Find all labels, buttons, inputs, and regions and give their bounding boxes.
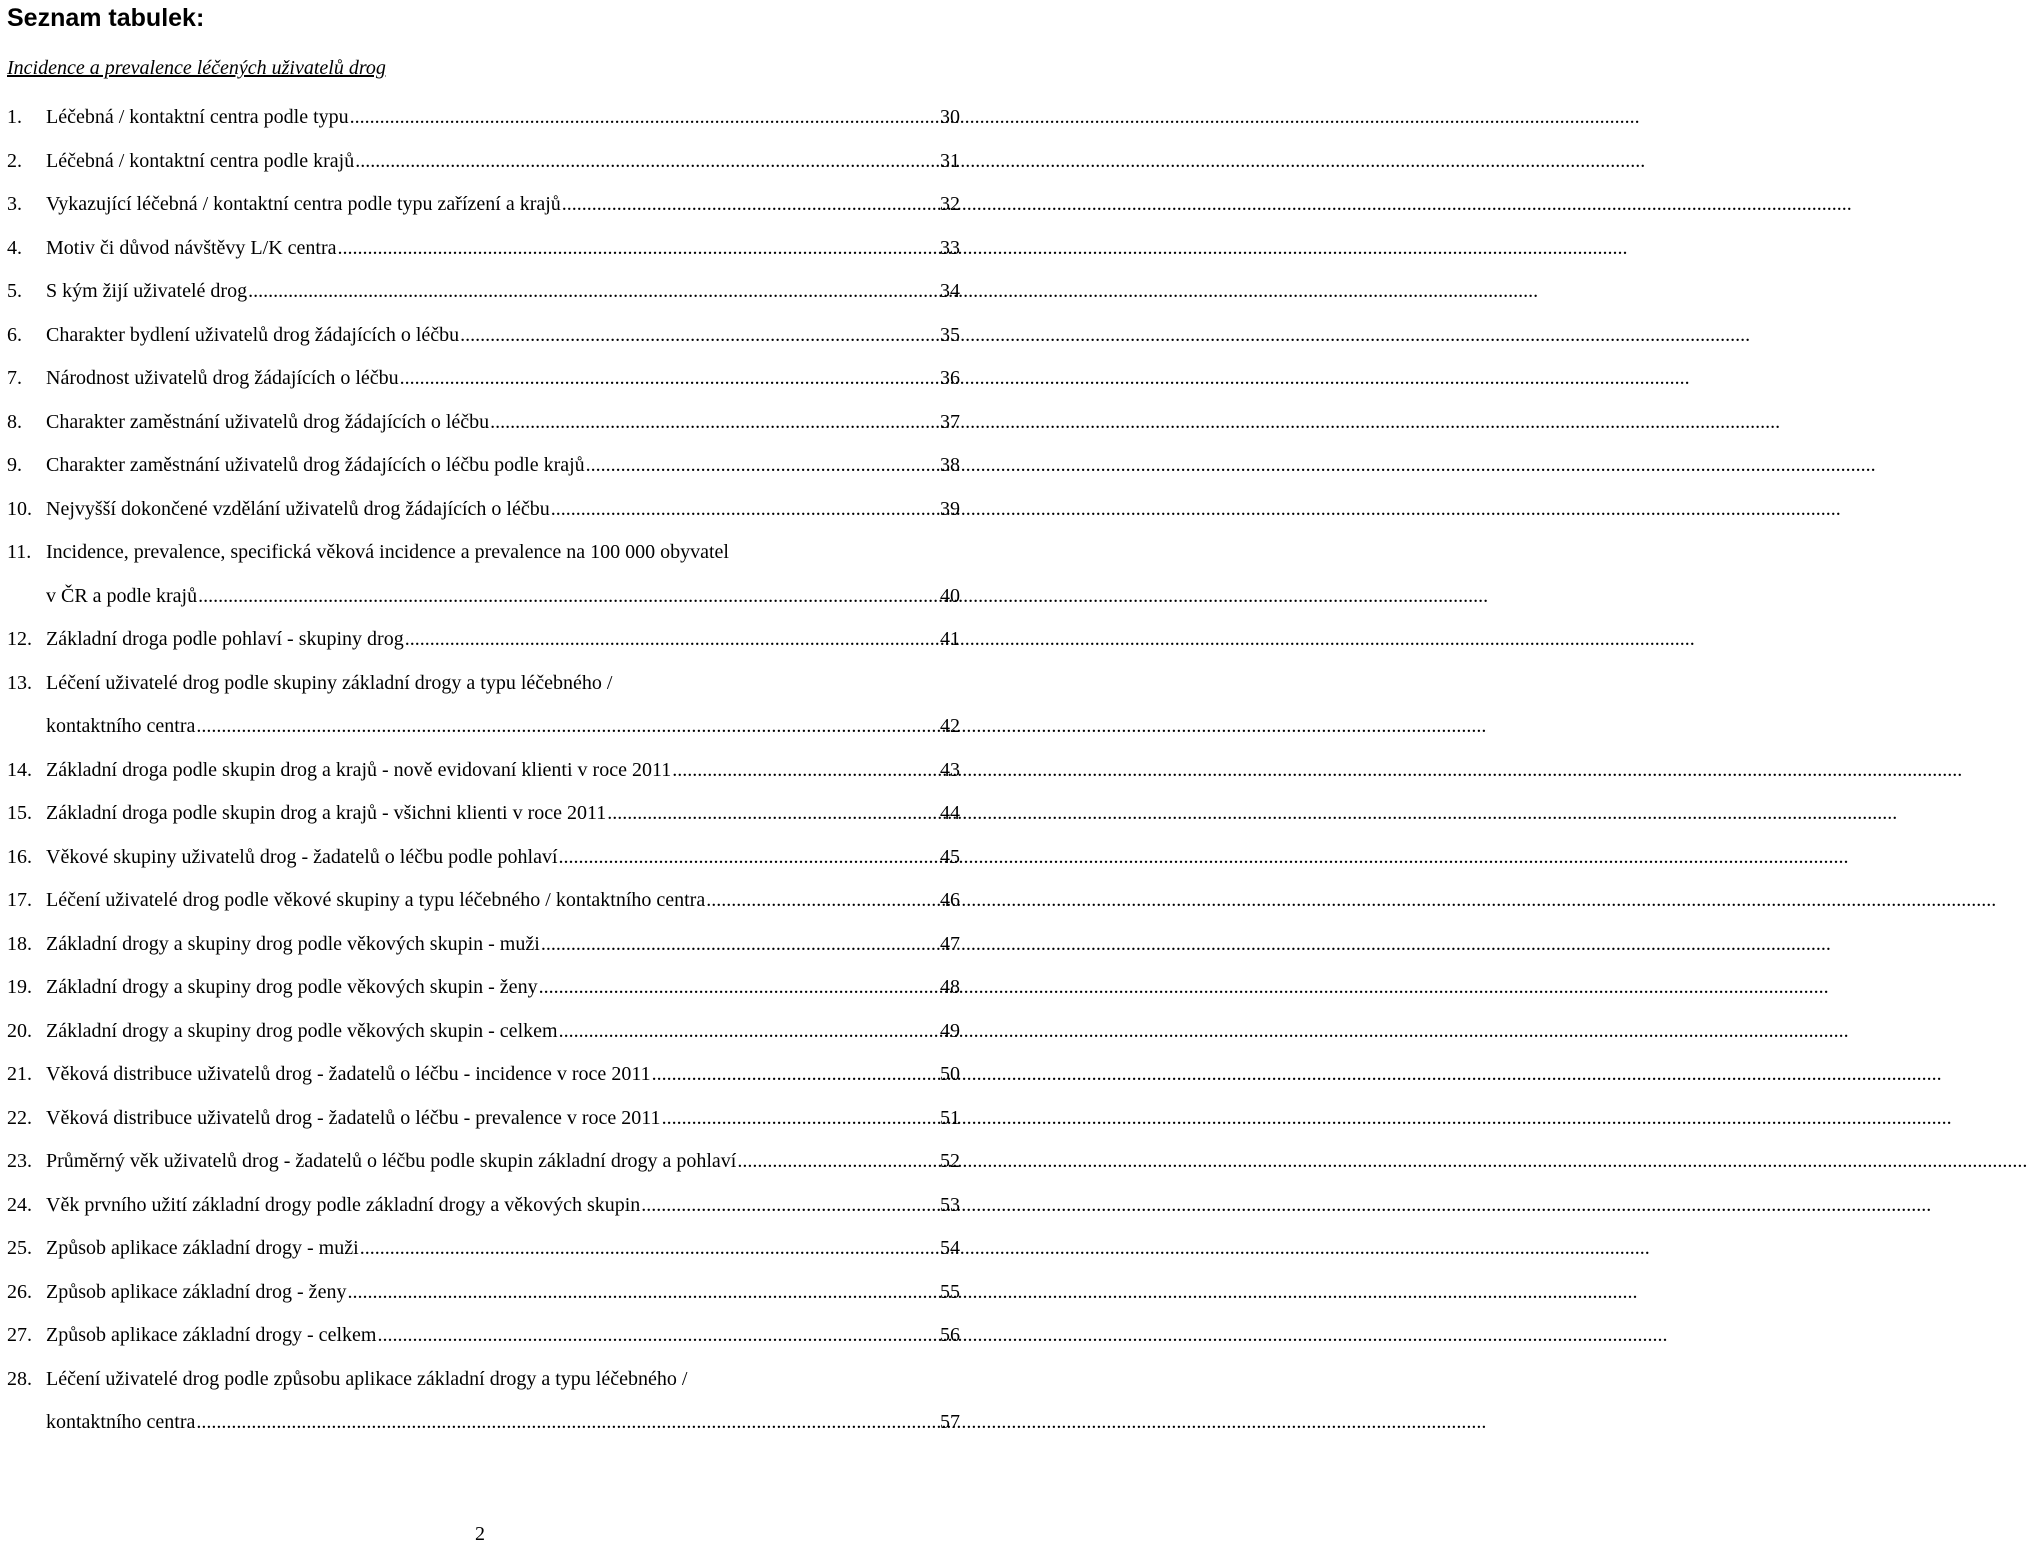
toc-entry-title: Léčebná / kontaktní centra podle typu [46, 106, 349, 128]
toc-entry-number: 28. [7, 1367, 32, 1390]
dot-leader [350, 96, 936, 140]
toc-page-number: 53 [940, 1193, 960, 1216]
toc-page-number: 49 [940, 1019, 960, 1042]
toc-entry-body [46, 1401, 960, 1445]
dot-leader [347, 1271, 936, 1315]
dot-leader [562, 183, 936, 227]
toc-entry[interactable] [7, 183, 960, 227]
toc-page-number: 57 [940, 1411, 960, 1433]
toc-entry-title: v ČR a podle krajů [46, 584, 198, 607]
toc-entry[interactable] [7, 1053, 960, 1097]
toc-entry-body [46, 1184, 960, 1228]
toc-entry-title: Průměrný věk uživatelů drog - žadatelů o léčbu podle skupin základní drogy a pohlaví [46, 1150, 737, 1172]
toc-entry-body [46, 314, 960, 358]
toc-entry-title: Motiv či důvod návštěvy L/K centra [46, 236, 337, 259]
toc-entry[interactable] [7, 749, 960, 793]
toc-entry-number: 18. [7, 932, 32, 955]
dot-leader [400, 357, 936, 401]
toc-entry-continuation[interactable] [7, 575, 960, 619]
toc-entry[interactable] [7, 140, 960, 184]
toc-page-number: 39 [940, 497, 960, 520]
toc-entry-continuation[interactable] [7, 1401, 960, 1445]
toc-entry-title: Způsob aplikace základní drogy - muži [46, 1237, 359, 1259]
toc-entry-title: Léčebná / kontaktní centra podle krajů [46, 149, 355, 172]
toc-entry-body [46, 749, 960, 793]
toc-entry-number: 22. [7, 1106, 32, 1129]
toc-entry-title: Způsob aplikace základní drog - ženy [46, 1280, 347, 1303]
toc-entry-title: Charakter zaměstnání uživatelů drog žádajících o léčbu [46, 410, 490, 433]
toc-entry-body [46, 879, 960, 923]
toc-page-number: 35 [940, 323, 960, 346]
toc-entry-title: Základní drogy a skupiny drog podle věkových skupin - ženy [46, 976, 538, 998]
toc-page-number: 44 [940, 802, 960, 824]
toc-entry-title: Základní droga podle pohlaví - skupiny drog [46, 628, 404, 650]
dot-leader [196, 1401, 936, 1445]
toc-entry[interactable] [7, 1271, 960, 1315]
dot-leader [405, 618, 936, 662]
toc-entry-title: Charakter zaměstnání uživatelů drog žádajících o léčbu podle krajů [46, 454, 585, 476]
toc-entry[interactable] [7, 1097, 960, 1141]
dot-leader [355, 140, 936, 184]
toc-entry[interactable] [7, 1184, 960, 1228]
toc-entry-body [46, 1097, 960, 1141]
dot-leader [377, 1314, 936, 1358]
toc-entry-number: 16. [7, 845, 32, 868]
toc-page-number: 34 [940, 280, 960, 302]
toc-entry-title: Základní droga podle skupin drog a krajů - nově evidovaní klienti v roce 2011 [46, 758, 672, 781]
toc-entry-title: Léčení uživatelé drog podle věkové skupiny a typu léčebného / kontaktního centra [46, 889, 706, 911]
toc-page-number: 33 [940, 236, 960, 259]
toc-entry-body [46, 444, 960, 488]
toc-page-number: 43 [940, 758, 960, 781]
toc-entry-body [46, 792, 960, 836]
toc-entry[interactable] [7, 227, 960, 271]
toc-page-number: 40 [940, 584, 960, 607]
toc-entry[interactable] [7, 966, 960, 1010]
toc-page-number: 42 [940, 715, 960, 737]
toc-entry-number: 25. [7, 1237, 32, 1259]
toc-entry[interactable] [7, 1140, 960, 1184]
toc-entry-title: Věková distribuce uživatelů drog - žadatelů o léčbu - prevalence v roce 2011 [46, 1106, 661, 1129]
toc-entry-body [46, 1010, 960, 1054]
toc-entry-number: 10. [7, 497, 32, 520]
toc-entry-number: 14. [7, 758, 32, 781]
toc-entry-body [46, 531, 960, 575]
toc-entry-continuation[interactable] [7, 705, 960, 749]
toc-entry[interactable] [7, 444, 960, 488]
toc-page-number: 38 [940, 454, 960, 476]
page-title: Seznam tabulek: [7, 4, 205, 32]
toc-entry[interactable] [7, 618, 960, 662]
page-number: 2 [475, 1523, 485, 1545]
toc-entry-number: 6. [7, 323, 22, 346]
toc-entry[interactable] [7, 531, 960, 575]
toc-entry-body [46, 227, 960, 271]
toc-page-number: 55 [940, 1280, 960, 1303]
toc-page-number: 52 [940, 1150, 960, 1172]
toc-page-number: 45 [940, 845, 960, 868]
toc-entry-body [46, 1314, 960, 1358]
toc-entry-body [46, 270, 960, 314]
toc-entry-body [46, 183, 960, 227]
toc-page-number: 31 [940, 149, 960, 172]
dot-leader [706, 879, 936, 923]
toc-entry-number: 15. [7, 802, 32, 824]
toc-entry-body [46, 1140, 960, 1184]
toc-entry-number: 19. [7, 976, 32, 998]
toc-entry-body [46, 1053, 960, 1097]
toc-entry-number: 17. [7, 889, 32, 911]
toc-entry-number: 5. [7, 280, 22, 302]
toc-entry-number: 9. [7, 454, 22, 476]
dot-leader [652, 1053, 936, 1097]
toc-entry-title: Národnost uživatelů drog žádajících o léčbu [46, 367, 399, 389]
toc-entry-title: Věk prvního užití základní drogy podle základní drogy a věkových skupin [46, 1193, 641, 1216]
toc-entry-number: 8. [7, 410, 22, 433]
document-page [0, 0, 960, 1547]
toc-entry-title: Vykazující léčebná / kontaktní centra podle typu zařízení a krajů [46, 193, 561, 215]
toc-entry-title: Způsob aplikace základní drogy - celkem [46, 1324, 377, 1346]
dot-leader [198, 575, 936, 619]
toc-entry-number: 1. [7, 106, 22, 128]
toc-entry-title: Léčení uživatelé drog podle způsobu aplikace základní drogy a typu léčebného / [46, 1367, 688, 1390]
toc-entry-body [46, 1271, 960, 1315]
toc-entry[interactable] [7, 1227, 960, 1271]
toc-entry[interactable] [7, 1358, 960, 1402]
toc-entry-number: 2. [7, 149, 22, 172]
toc-page-number: 36 [940, 367, 960, 389]
toc-entry-number: 26. [7, 1280, 32, 1303]
toc-entry-number: 7. [7, 367, 22, 389]
dot-leader [490, 401, 936, 445]
toc-entry-body [46, 923, 960, 967]
toc-entry-body [46, 575, 960, 619]
toc-entry-title: Věkové skupiny uživatelů drog - žadatelů o léčbu podle pohlaví [46, 845, 558, 868]
toc-entry-number: 4. [7, 236, 22, 259]
toc-entry[interactable] [7, 792, 960, 836]
table-of-contents [7, 96, 960, 1445]
toc-entry-title: Nejvyšší dokončené vzdělání uživatelů drog žádajících o léčbu [46, 497, 550, 520]
toc-entry[interactable] [7, 488, 960, 532]
dot-leader [248, 270, 936, 314]
toc-entry-title: kontaktního centra [46, 1411, 196, 1433]
toc-entry[interactable] [7, 357, 960, 401]
toc-entry-number: 20. [7, 1019, 32, 1042]
toc-entry-title: Základní droga podle skupin drog a krajů - všichni klienti v roce 2011 [46, 802, 607, 824]
toc-page-number: 47 [940, 932, 960, 955]
toc-entry-title: Základní drogy a skupiny drog podle věkových skupin - celkem [46, 1019, 558, 1042]
dot-leader [559, 1010, 936, 1054]
toc-entry-body [46, 618, 960, 662]
toc-page-number: 51 [940, 1106, 960, 1129]
dot-leader [641, 1184, 936, 1228]
toc-entry-number: 13. [7, 671, 32, 694]
toc-entry-title: Základní drogy a skupiny drog podle věkových skupin - muži [46, 932, 540, 955]
toc-entry[interactable] [7, 314, 960, 358]
toc-entry[interactable] [7, 879, 960, 923]
toc-entry[interactable] [7, 923, 960, 967]
dot-leader [607, 792, 936, 836]
toc-page-number: 41 [940, 628, 960, 650]
toc-entry[interactable] [7, 270, 960, 314]
toc-entry[interactable] [7, 662, 960, 706]
dot-leader [196, 705, 936, 749]
toc-page-number: 37 [940, 410, 960, 433]
toc-entry-title: kontaktního centra [46, 715, 196, 737]
dot-leader [662, 1097, 936, 1141]
toc-entry-number: 23. [7, 1150, 32, 1172]
toc-entry-body [46, 1227, 960, 1271]
toc-entry[interactable] [7, 1314, 960, 1358]
dot-leader [586, 444, 936, 488]
toc-page-number: 30 [940, 106, 960, 128]
dot-leader [541, 923, 936, 967]
toc-entry-number: 3. [7, 193, 22, 215]
toc-entry-title: Incidence, prevalence, specifická věková incidence a prevalence na 100 000 obyvatel [46, 541, 729, 563]
toc-entry-title: Charakter bydlení uživatelů drog žádajících o léčbu [46, 323, 460, 346]
toc-entry-title: Léčení uživatelé drog podle skupiny základní drogy a typu léčebného / [46, 671, 613, 694]
dot-leader [360, 1227, 936, 1271]
toc-entry-body [46, 140, 960, 184]
toc-page-number: 54 [940, 1237, 960, 1259]
toc-page-number: 50 [940, 1063, 960, 1085]
toc-entry-body [46, 96, 960, 140]
toc-entry-body [46, 662, 960, 706]
toc-entry-body [46, 966, 960, 1010]
toc-entry-body [46, 488, 960, 532]
dot-leader [551, 488, 936, 532]
dot-leader [737, 1140, 936, 1184]
toc-entry[interactable] [7, 836, 960, 880]
toc-entry[interactable] [7, 1010, 960, 1054]
toc-entry-number: 12. [7, 628, 32, 650]
toc-entry-number: 21. [7, 1063, 32, 1085]
toc-page-number: 46 [940, 889, 960, 911]
toc-entry-body [46, 705, 960, 749]
toc-entry-number: 27. [7, 1324, 32, 1346]
dot-leader [338, 227, 937, 271]
section-heading: Incidence a prevalence léčených uživatelů drog [7, 57, 386, 79]
toc-entry-title: S kým žijí uživatelé drog [46, 280, 248, 302]
dot-leader [559, 836, 936, 880]
toc-page-number: 32 [940, 193, 960, 215]
toc-entry-body [46, 357, 960, 401]
toc-entry-number: 24. [7, 1193, 32, 1216]
toc-page-number: 48 [940, 976, 960, 998]
toc-entry-title: Věková distribuce uživatelů drog - žadatelů o léčbu - incidence v roce 2011 [46, 1063, 651, 1085]
toc-entry-body [46, 401, 960, 445]
dot-leader [539, 966, 936, 1010]
toc-entry-body [46, 1358, 960, 1402]
dot-leader [460, 314, 936, 358]
toc-entry[interactable] [7, 96, 960, 140]
toc-page-number: 56 [940, 1324, 960, 1346]
toc-entry[interactable] [7, 401, 960, 445]
dot-leader [672, 749, 936, 793]
toc-entry-number: 11. [7, 541, 32, 563]
toc-entry-body [46, 836, 960, 880]
